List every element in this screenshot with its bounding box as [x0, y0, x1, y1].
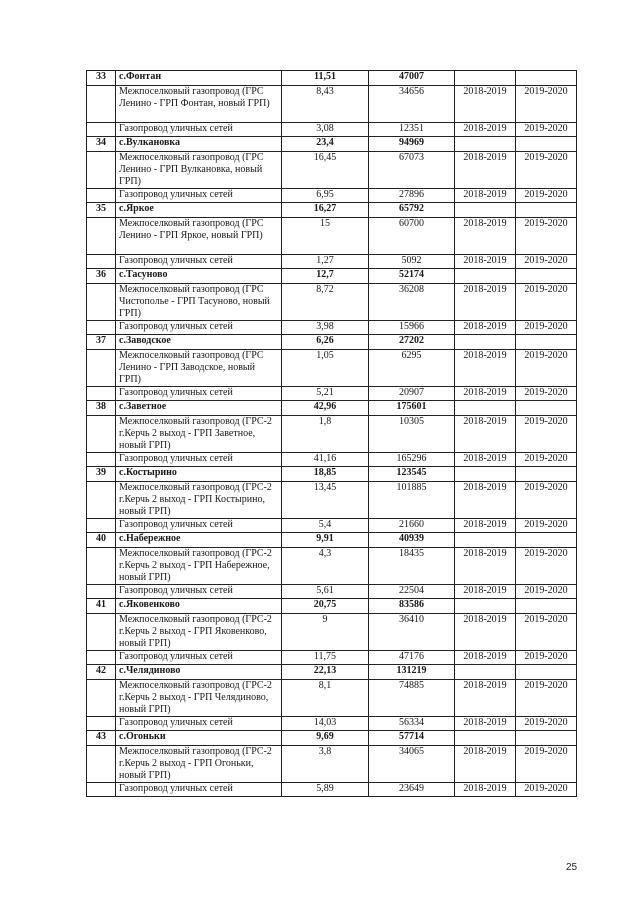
row-period-2: 2019-2020: [516, 746, 577, 783]
row-period-1: [455, 335, 516, 350]
row-name: Газопровод уличных сетей: [116, 783, 282, 797]
row-name: Газопровод уличных сетей: [116, 651, 282, 665]
row-period-2: 2019-2020: [516, 482, 577, 519]
row-length: 22,13: [282, 665, 369, 680]
row-name: с.Заветное: [116, 401, 282, 416]
intersettlement-pipeline-row: [87, 284, 577, 321]
row-length: 18,85: [282, 467, 369, 482]
row-period-1: 2018-2019: [455, 680, 516, 717]
row-period-2: [516, 203, 577, 218]
row-length: 8,43: [282, 86, 369, 123]
row-number: [87, 548, 116, 585]
row-length: 4,3: [282, 548, 369, 585]
row-length: 1,05: [282, 350, 369, 387]
row-number: [87, 482, 116, 519]
row-period-2: 2019-2020: [516, 416, 577, 453]
row-name: с.Огоньки: [116, 731, 282, 746]
village-row: [87, 137, 577, 152]
row-length: 3,8: [282, 746, 369, 783]
row-number: 38: [87, 401, 116, 416]
row-period-2: [516, 533, 577, 548]
intersettlement-pipeline-row: [87, 218, 577, 255]
row-period-1: 2018-2019: [455, 152, 516, 189]
row-period-2: 2019-2020: [516, 614, 577, 651]
row-period-1: 2018-2019: [455, 453, 516, 467]
row-name: с.Челядиново: [116, 665, 282, 680]
row-cost: 52174: [369, 269, 455, 284]
row-period-2: [516, 335, 577, 350]
row-period-2: 2019-2020: [516, 585, 577, 599]
row-period-2: 2019-2020: [516, 680, 577, 717]
row-number: 41: [87, 599, 116, 614]
row-length: 14,03: [282, 717, 369, 731]
row-name: Межпоселковый газопровод (ГРС-2 г.Керчь 2 выход - ГРП Огоньки, новый ГРП): [116, 746, 282, 783]
row-period-1: 2018-2019: [455, 746, 516, 783]
row-number: [87, 746, 116, 783]
row-period-1: 2018-2019: [455, 350, 516, 387]
intersettlement-pipeline-row: [87, 680, 577, 717]
row-length: 5,89: [282, 783, 369, 797]
row-period-2: [516, 599, 577, 614]
row-cost: 175601: [369, 401, 455, 416]
row-period-1: [455, 533, 516, 548]
row-period-2: [516, 665, 577, 680]
row-number: [87, 416, 116, 453]
row-period-2: [516, 71, 577, 86]
row-number: [87, 350, 116, 387]
row-length: 3,08: [282, 123, 369, 137]
row-period-1: [455, 269, 516, 284]
table-body: [87, 71, 577, 797]
row-length: 15: [282, 218, 369, 255]
street-network-row: [87, 651, 577, 665]
row-name: Межпоселковый газопровод (ГРС Ленино - ГРП Вулкановка, новый ГРП): [116, 152, 282, 189]
row-cost: 23649: [369, 783, 455, 797]
row-length: 13,45: [282, 482, 369, 519]
intersettlement-pipeline-row: [87, 350, 577, 387]
row-length: 11,75: [282, 651, 369, 665]
village-row: [87, 467, 577, 482]
row-period-2: 2019-2020: [516, 255, 577, 269]
row-number: 33: [87, 71, 116, 86]
row-name: Газопровод уличных сетей: [116, 585, 282, 599]
row-cost: 83586: [369, 599, 455, 614]
row-length: 16,27: [282, 203, 369, 218]
street-network-row: [87, 519, 577, 533]
row-cost: 36410: [369, 614, 455, 651]
row-number: 36: [87, 269, 116, 284]
row-name: с.Фонтан: [116, 71, 282, 86]
row-length: 8,1: [282, 680, 369, 717]
row-number: [87, 680, 116, 717]
row-name: с.Тасуново: [116, 269, 282, 284]
village-row: [87, 533, 577, 548]
street-network-row: [87, 189, 577, 203]
row-name: Газопровод уличных сетей: [116, 519, 282, 533]
row-length: 41,16: [282, 453, 369, 467]
row-period-1: 2018-2019: [455, 284, 516, 321]
row-number: 37: [87, 335, 116, 350]
row-period-1: 2018-2019: [455, 218, 516, 255]
street-network-row: [87, 783, 577, 797]
row-cost: 27202: [369, 335, 455, 350]
row-period-2: [516, 401, 577, 416]
row-cost: 131219: [369, 665, 455, 680]
row-period-2: 2019-2020: [516, 321, 577, 335]
row-number: [87, 717, 116, 731]
row-cost: 20907: [369, 387, 455, 401]
row-period-1: 2018-2019: [455, 614, 516, 651]
row-period-1: 2018-2019: [455, 123, 516, 137]
row-number: 43: [87, 731, 116, 746]
row-cost: 27896: [369, 189, 455, 203]
intersettlement-pipeline-row: [87, 548, 577, 585]
street-network-row: [87, 585, 577, 599]
row-period-1: [455, 137, 516, 152]
row-number: 40: [87, 533, 116, 548]
intersettlement-pipeline-row: [87, 416, 577, 453]
row-cost: 18435: [369, 548, 455, 585]
row-cost: 165296: [369, 453, 455, 467]
row-period-1: 2018-2019: [455, 482, 516, 519]
row-cost: 74885: [369, 680, 455, 717]
row-name: Межпоселковый газопровод (ГРС Чистополье - ГРП Тасуново, новый ГРП): [116, 284, 282, 321]
row-name: Газопровод уличных сетей: [116, 321, 282, 335]
row-period-2: 2019-2020: [516, 123, 577, 137]
village-row: [87, 665, 577, 680]
row-period-2: 2019-2020: [516, 284, 577, 321]
row-period-1: [455, 731, 516, 746]
row-number: [87, 189, 116, 203]
row-number: [87, 86, 116, 123]
row-name: с.Вулкановка: [116, 137, 282, 152]
row-cost: 60700: [369, 218, 455, 255]
row-cost: 15966: [369, 321, 455, 335]
row-length: 9,91: [282, 533, 369, 548]
page-number: 25: [566, 862, 578, 873]
row-period-1: [455, 599, 516, 614]
row-name: Межпоселковый газопровод (ГРС-2 г.Керчь 2 выход - ГРП Набережное, новый ГРП): [116, 548, 282, 585]
row-number: [87, 152, 116, 189]
row-number: [87, 651, 116, 665]
row-period-2: 2019-2020: [516, 717, 577, 731]
row-period-1: 2018-2019: [455, 189, 516, 203]
row-cost: 6295: [369, 350, 455, 387]
row-length: 1,8: [282, 416, 369, 453]
row-name: Газопровод уличных сетей: [116, 189, 282, 203]
row-name: с.Набережное: [116, 533, 282, 548]
row-length: 6,26: [282, 335, 369, 350]
row-period-2: 2019-2020: [516, 86, 577, 123]
row-name: с.Заводское: [116, 335, 282, 350]
row-name: Межпоселковый газопровод (ГРС Ленино - ГРП Фонтан, новый ГРП): [116, 86, 282, 123]
village-row: [87, 599, 577, 614]
row-name: Межпоселковый газопровод (ГРС Ленино - ГРП Яркое, новый ГРП): [116, 218, 282, 255]
row-period-1: 2018-2019: [455, 548, 516, 585]
intersettlement-pipeline-row: [87, 86, 577, 123]
row-period-2: 2019-2020: [516, 783, 577, 797]
row-period-1: [455, 467, 516, 482]
intersettlement-pipeline-row: [87, 746, 577, 783]
row-number: 34: [87, 137, 116, 152]
row-period-1: [455, 203, 516, 218]
gas-pipeline-table: [86, 70, 577, 797]
street-network-row: [87, 321, 577, 335]
row-length: 9,69: [282, 731, 369, 746]
row-number: [87, 321, 116, 335]
street-network-row: [87, 717, 577, 731]
row-period-1: 2018-2019: [455, 519, 516, 533]
row-cost: 5092: [369, 255, 455, 269]
row-name: с.Яркое: [116, 203, 282, 218]
row-length: 11,51: [282, 71, 369, 86]
row-cost: 36208: [369, 284, 455, 321]
row-number: [87, 519, 116, 533]
row-number: [87, 585, 116, 599]
intersettlement-pipeline-row: [87, 482, 577, 519]
row-cost: 21660: [369, 519, 455, 533]
row-period-2: 2019-2020: [516, 519, 577, 533]
row-period-2: 2019-2020: [516, 152, 577, 189]
row-period-2: 2019-2020: [516, 453, 577, 467]
row-length: 16,45: [282, 152, 369, 189]
row-period-2: 2019-2020: [516, 189, 577, 203]
row-cost: 12351: [369, 123, 455, 137]
row-cost: 47007: [369, 71, 455, 86]
row-cost: 40939: [369, 533, 455, 548]
row-name: Межпоселковый газопровод (ГРС-2 г.Керчь 2 выход - ГРП Костырино, новый ГРП): [116, 482, 282, 519]
row-name: Межпоселковый газопровод (ГРС-2 г.Керчь 2 выход - ГРП Яковенково, новый ГРП): [116, 614, 282, 651]
village-row: [87, 269, 577, 284]
row-number: [87, 387, 116, 401]
row-number: [87, 614, 116, 651]
row-length: 20,75: [282, 599, 369, 614]
village-row: [87, 71, 577, 86]
row-number: [87, 453, 116, 467]
row-period-1: 2018-2019: [455, 255, 516, 269]
row-cost: 65792: [369, 203, 455, 218]
row-length: 5,61: [282, 585, 369, 599]
village-row: [87, 401, 577, 416]
row-length: 6,95: [282, 189, 369, 203]
row-name: Газопровод уличных сетей: [116, 453, 282, 467]
row-period-2: 2019-2020: [516, 350, 577, 387]
village-row: [87, 203, 577, 218]
row-name: Межпоселковый газопровод (ГРС-2 г.Керчь 2 выход - ГРП Челядиново, новый ГРП): [116, 680, 282, 717]
street-network-row: [87, 387, 577, 401]
row-name: Межпоселковый газопровод (ГРС-2 г.Керчь 2 выход - ГРП Заветное, новый ГРП): [116, 416, 282, 453]
row-name: с.Яковенково: [116, 599, 282, 614]
row-period-1: 2018-2019: [455, 416, 516, 453]
row-length: 9: [282, 614, 369, 651]
row-period-1: [455, 401, 516, 416]
row-number: [87, 218, 116, 255]
row-cost: 47176: [369, 651, 455, 665]
row-name: Газопровод уличных сетей: [116, 255, 282, 269]
row-name: Газопровод уличных сетей: [116, 717, 282, 731]
row-period-1: [455, 71, 516, 86]
row-number: 35: [87, 203, 116, 218]
row-period-2: [516, 731, 577, 746]
row-length: 1,27: [282, 255, 369, 269]
row-period-1: 2018-2019: [455, 783, 516, 797]
row-length: 5,4: [282, 519, 369, 533]
row-cost: 22504: [369, 585, 455, 599]
row-cost: 101885: [369, 482, 455, 519]
row-period-2: [516, 137, 577, 152]
row-cost: 10305: [369, 416, 455, 453]
street-network-row: [87, 255, 577, 269]
row-length: 23,4: [282, 137, 369, 152]
row-number: [87, 123, 116, 137]
row-cost: 34065: [369, 746, 455, 783]
row-period-2: [516, 467, 577, 482]
row-period-1: 2018-2019: [455, 86, 516, 123]
row-period-1: 2018-2019: [455, 717, 516, 731]
row-number: 39: [87, 467, 116, 482]
row-period-2: 2019-2020: [516, 548, 577, 585]
row-period-1: [455, 665, 516, 680]
row-length: 3,98: [282, 321, 369, 335]
row-period-2: 2019-2020: [516, 387, 577, 401]
street-network-row: [87, 123, 577, 137]
row-period-1: 2018-2019: [455, 321, 516, 335]
row-period-1: 2018-2019: [455, 651, 516, 665]
row-length: 42,96: [282, 401, 369, 416]
row-cost: 57714: [369, 731, 455, 746]
row-length: 5,21: [282, 387, 369, 401]
row-period-2: [516, 269, 577, 284]
row-cost: 67073: [369, 152, 455, 189]
row-length: 8,72: [282, 284, 369, 321]
row-cost: 94969: [369, 137, 455, 152]
intersettlement-pipeline-row: [87, 614, 577, 651]
row-number: 42: [87, 665, 116, 680]
street-network-row: [87, 453, 577, 467]
row-period-1: 2018-2019: [455, 585, 516, 599]
row-name: Межпоселковый газопровод (ГРС Ленино - ГРП Заводское, новый ГРП): [116, 350, 282, 387]
village-row: [87, 335, 577, 350]
row-number: [87, 783, 116, 797]
row-period-2: 2019-2020: [516, 218, 577, 255]
row-period-2: 2019-2020: [516, 651, 577, 665]
row-period-1: 2018-2019: [455, 387, 516, 401]
row-cost: 123545: [369, 467, 455, 482]
row-number: [87, 255, 116, 269]
row-length: 12,7: [282, 269, 369, 284]
row-cost: 34656: [369, 86, 455, 123]
row-name: Газопровод уличных сетей: [116, 123, 282, 137]
intersettlement-pipeline-row: [87, 152, 577, 189]
row-cost: 56334: [369, 717, 455, 731]
village-row: [87, 731, 577, 746]
row-name: Газопровод уличных сетей: [116, 387, 282, 401]
row-number: [87, 284, 116, 321]
row-name: с.Костырино: [116, 467, 282, 482]
